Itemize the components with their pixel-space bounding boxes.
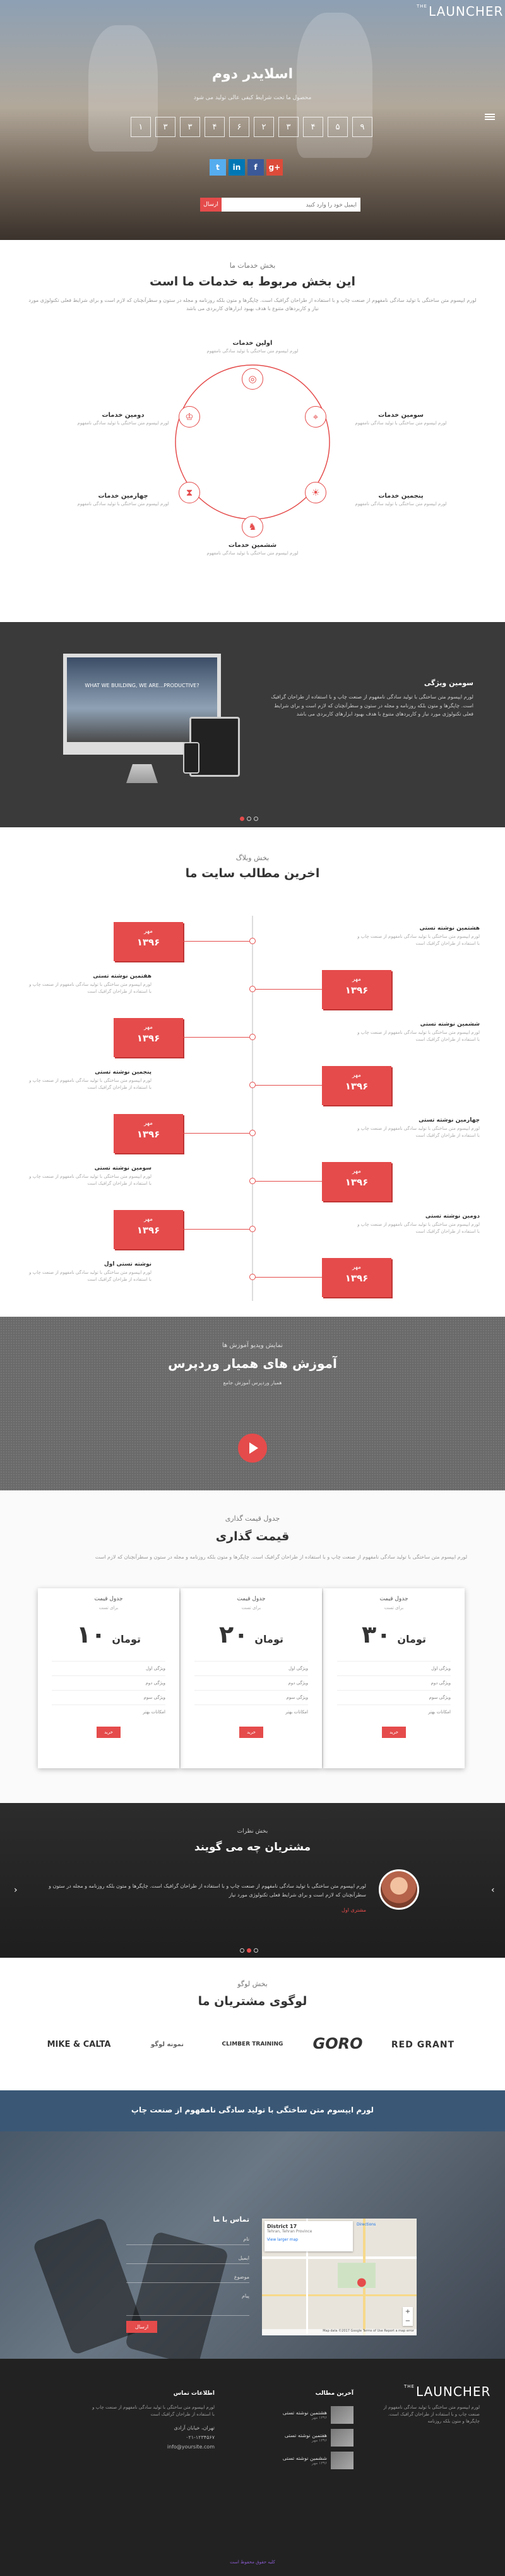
service-item: اولین خدمات لورم ایپسوم متن ساختگی با تولید سادگی نامفهوم [206,340,299,354]
testimonials-section [0,1803,505,1958]
date-year: ۱۳۹۶ [345,985,369,996]
blog-date-card [114,1210,183,1249]
contact-submit-button[interactable]: ارسال [126,2321,157,2333]
slider-dot[interactable] [247,1948,251,1953]
clients-kicker: بخش لوگو [237,1980,268,1988]
blog-post[interactable] [25,1165,152,1187]
linkedin-icon[interactable]: in [229,159,245,176]
slider-dot[interactable] [247,817,251,821]
plan-feature: ویژگی اول [337,1661,451,1675]
slider-dots [239,1943,259,1955]
timeline-axis [252,916,253,1301]
testimonials-title: مشتریان چه می گویند [194,1841,311,1854]
footer-about-title: اطلاعات تماس [173,2390,215,2397]
name-field[interactable]: نام [126,2231,249,2245]
plan-feature: ویژگی سوم [337,1690,451,1704]
bulb-icon: ☀ [305,482,326,503]
countdown-digit: ۴ [303,117,323,137]
blog-post[interactable] [354,1021,480,1043]
client-logo: نمونه لوگو [150,2041,184,2048]
blog-date-card [114,1114,183,1153]
blog-post-title[interactable]: چهارمین نوشته تستی [419,1117,480,1123]
map-zoom-control[interactable]: + − [403,2307,413,2326]
timeline-connector [183,941,249,942]
service-item: چهارمین خدمات لورم ایپسوم متن ساختگی با تولید سادگی نامفهوم [77,493,169,506]
feature-text: لورم ایپسوم متن ساختگی با تولید سادگی نامفهوم از صنعت چاپ و با استفاده از طراحان گرافیک است. چاپگرها و متون بلکه روزنامه و مجله در ستون و سطرآنچنان که لازم است و برای شرایط فعلی تکنولوژی مورد نیاز و کاربردهای متنوع با هدف بهبود ابزارهای کاربردی می باشد [271,694,473,717]
testimonial-quote: لورم ایپسوم متن ساختگی با تولید سادگی نامفهوم از صنعت چاپ و با استفاده از طراحان گرافیک است. چاپگرها و متون بلکه روزنامه و مجله در ستون و سطرآنچنان که لازم است و برای شرایط فعلی تکنولوژی مورد نیاز [49,1883,366,1898]
blog-post-title[interactable]: ششمین نوشته تستی [420,1021,480,1027]
timeline-dot [249,1082,256,1088]
blog-kicker: بخش وبلاگ [235,854,270,862]
slider-dot[interactable] [254,817,258,821]
blog-post-excerpt: لورم ایپسوم متن ساختگی با تولید سادگی نامفهوم از صنعت چاپ و با استفاده از طراحان گرافیک است [357,1222,480,1234]
plan-feature: ویژگی دوم [194,1675,308,1690]
countdown-digit: ۱ [131,117,151,137]
footer-logo[interactable]: $^{THE}$ LAUNCHER [404,2384,491,2399]
plan-feature: ویژگی اول [52,1661,165,1675]
footer-about-text: لورم ایپسوم متن ساختگی با تولید سادگی نامفهوم از صنعت چاپ و با استفاده از طراحان گرافیک است [92,2405,215,2417]
date-month: مهر [144,1024,153,1031]
service-item: سومین خدمات لورم ایپسوم متن ساختگی با تولید سادگی نامفهوم [355,412,447,426]
date-month: مهر [144,928,153,935]
video-title: آموزش های همیار وردپرس [168,1356,337,1371]
blog-post[interactable] [354,1117,480,1139]
blog-title: اخرین مطالب سایت ما [185,866,320,880]
date-year: ۱۳۹۶ [136,1129,160,1140]
phone-mockup [183,742,199,774]
testimonials-kicker: بخش نظرات [237,1828,268,1835]
blog-post-title[interactable]: پنجمین نوشته تستی [95,1069,152,1075]
countdown-digit: ۹ [352,117,372,137]
slider-dot[interactable] [240,1948,244,1953]
slider-dot[interactable] [254,1948,258,1953]
blog-post[interactable] [354,925,480,947]
message-field[interactable]: پیام [126,2288,249,2316]
timeline-dot [249,1034,256,1040]
blog-post[interactable] [25,973,152,995]
blog-date-card [322,970,391,1009]
countdown-digit: ۶ [229,117,249,137]
service-item: ششمین خدمات لورم ایپسوم متن ساختگی با تولید سادگی نامفهوم [206,542,299,556]
plan-feature: ویژگی دوم [52,1675,165,1690]
plan-feature: امکانات بهتر [52,1704,165,1719]
mockup-headline: WHAT WE BUILDING, WE ARE...PRODUCTIVE? [85,683,199,688]
hero-section [0,0,505,240]
map-directions-link[interactable]: Directions [357,2222,376,2227]
play-button[interactable] [238,1434,267,1463]
date-year: ۱۳۹۶ [345,1273,369,1284]
blog-post-title[interactable]: سومین نوشته تستی [94,1165,152,1171]
plan-currency: تومان [254,1633,283,1645]
plan-amount: ۲۰ [219,1620,249,1648]
plan-amount: ۱۰ [76,1620,106,1648]
timeline-connector [183,1133,249,1134]
blog-section [0,827,505,1317]
footer-address: تهران، خیابان آزادی [174,2425,215,2431]
map[interactable] [262,2219,417,2335]
footer-post-date: ۱۳۹۶ مهر [311,2438,327,2443]
footer-post[interactable] [240,2429,354,2447]
footer-post[interactable] [240,2452,354,2469]
footer [0,2359,505,2576]
timeline-dot [249,1130,256,1136]
subscribe-form [200,198,360,212]
plan-feature: امکانات بهتر [194,1704,308,1719]
service-item: پنجمین خدمات لورم ایپسوم متن ساختگی با تولید سادگی نامفهوم [355,493,447,506]
client-logo: CLIMBER TRAINING [222,2041,283,2047]
facebook-icon[interactable]: f [247,159,264,176]
imac-stand [126,764,158,783]
subject-field[interactable]: موضوع [126,2269,249,2283]
cta-text: لورم ایپسوم متن ساختگی با تولید سادگی نامفهوم از صنعت چاپ [131,2106,374,2114]
site-logo[interactable]: $^{THE}$ LAUNCHER [417,4,504,19]
timeline-dot [249,1274,256,1280]
chevron-left-icon[interactable]: ‹ [14,1885,18,1895]
video-subtitle: همیار وردپرس آموزش جامع [223,1380,282,1386]
timeline-dot [249,1226,256,1232]
pricing-kicker: جدول قیمت گذاری [225,1514,280,1523]
date-year: ۱۳۹۶ [345,1177,369,1188]
plan-subheader: برای تست [98,1605,119,1610]
blog-post-excerpt: لورم ایپسوم متن ساختگی با تولید سادگی نامفهوم از صنعت چاپ و با استفاده از طراحان گرافیک است [357,1030,480,1042]
contact-section [0,2131,505,2359]
footer-post-title[interactable]: هفتمین نوشته تستی [284,2433,327,2438]
timeline-connector [256,1181,322,1182]
date-month: مهر [352,1168,361,1175]
plan-buy-button[interactable]: خرید [382,1727,406,1738]
trophy-icon: ♔ [179,406,200,428]
blog-post-excerpt: لورم ایپسوم متن ساختگی با تولید سادگی نامفهوم از صنعت چاپ و با استفاده از طراحان گرافیک است [29,1174,152,1186]
clients-title: لوگوی مشتریان ما [198,1994,307,2008]
blog-post-title[interactable]: هشتمین نوشته تستی [419,925,480,932]
countdown-digit: ۵ [328,117,348,137]
plan-amount: ۳۰ [362,1620,391,1648]
footer-brand-text: لورم ایپسوم متن ساختگی با تولید سادگی نامفهوم از صنعت چاپ و با استفاده از طراحان گرافیک است. چاپگرها و متون بلکه روزنامه [383,2405,480,2424]
date-month: مهر [144,1216,153,1223]
slider-dot[interactable] [240,817,244,821]
timeline-dot [249,938,256,944]
location-icon: ⌖ [305,406,326,428]
footer-phone: ۰۲۱-۱۲۳۴۵۶۷ [186,2435,215,2440]
clients-section [0,1958,505,2090]
client-logo: GORO [312,2035,363,2052]
video-section [0,1317,505,1490]
countdown-digit: ۲ [254,117,274,137]
date-month: مهر [352,1264,361,1271]
plan-currency: تومان [397,1633,426,1645]
google-plus-icon[interactable]: g+ [266,159,283,176]
service-item: دومین خدمات لورم ایپسوم متن ساختگی با تولید سادگی نامفهوم [77,412,169,426]
menu-toggle-icon[interactable] [485,114,495,120]
post-thumbnail [331,2429,354,2447]
timeline-connector [256,1085,322,1086]
testimonial-author: مشتری اول [342,1907,366,1913]
blog-post-excerpt: لورم ایپسوم متن ساختگی با تولید سادگی نامفهوم از صنعت چاپ و با استفاده از طراحان گرافیک است [29,1078,152,1090]
blog-post[interactable] [25,1069,152,1091]
footer-post-date: ۱۳۹۶ مهر [311,2416,327,2420]
countdown-digit: ۳ [180,117,200,137]
hero-title: اسلایدر دوم [211,66,294,82]
blog-date-card [322,1162,391,1201]
footer-posts-title: آخرین مطالب [315,2390,354,2397]
date-year: ۱۳۹۶ [136,937,160,948]
services-title: این بخش مربوط به خدمات ما است [149,275,355,289]
cta-section [0,2090,505,2131]
pricing-intro: لورم ایپسوم متن ساختگی با تولید سادگی نامفهوم از صنعت چاپ و با استفاده از طراحان گرافیک است. چاپگرها و متون بلکه روزنامه و مجله در ستون و سطرآنچنان که لازم است [95,1554,467,1560]
blog-post-excerpt: لورم ایپسوم متن ساختگی با تولید سادگی نامفهوم از صنعت چاپ و با استفاده از طراحان گرافیک است [29,982,152,994]
subscribe-button[interactable]: ارسال [200,198,222,212]
date-month: مهر [352,1072,361,1079]
plan-header: جدول قیمت [94,1596,123,1602]
timeline-connector [256,989,322,990]
timeline-connector [183,1037,249,1038]
feature-section [0,622,505,827]
feature-title: سومین ویژگی [424,679,473,687]
footer-email[interactable]: info@yoursite.com [167,2444,215,2450]
blog-date-card [322,1066,391,1105]
map-larger-link[interactable]: View larger map [267,2238,299,2242]
social-links [210,159,283,176]
plan-currency: تومان [112,1633,141,1645]
twitter-icon[interactable]: t [210,159,226,176]
timeline-dot [249,986,256,992]
blog-date-card [322,1258,391,1297]
chevron-right-icon[interactable]: › [491,1885,495,1895]
timeline-dot [249,1178,256,1184]
countdown-digit: ۳ [278,117,299,137]
blog-post-title[interactable]: دومین نوشته تستی [425,1213,480,1219]
email-input[interactable] [222,198,360,212]
plan-subheader: برای تست [384,1605,404,1610]
contact-title: تماس با ما [213,2215,249,2224]
footer-post-date: ۱۳۹۶ مهر [311,2461,327,2465]
client-logo: MIKE & CALTA [47,2040,111,2049]
email-field[interactable]: ایمیل [126,2250,249,2264]
date-month: مهر [352,976,361,983]
map-attribution: Map data ©2017 Google Terms of Use Report a map error [262,2329,417,2335]
date-month: مهر [144,1120,153,1127]
date-year: ۱۳۹۶ [136,1033,160,1044]
plan-feature: ویژگی سوم [194,1690,308,1704]
pricing-card [181,1588,322,1768]
footer-posts [240,2406,354,2474]
hourglass-icon: ⧗ [179,482,200,503]
date-year: ۱۳۹۶ [345,1081,369,1092]
plan-header: جدول قیمت [379,1596,408,1602]
countdown-timer [131,117,372,137]
slider-dots [239,812,259,824]
blog-post-title[interactable]: نوشته تستی اول [104,1261,152,1267]
pricing-title: قیمت گذاری [215,1530,290,1543]
date-year: ۱۳۹۶ [136,1225,160,1236]
footer-post-title[interactable]: ششمین نوشته تستی [282,2455,327,2461]
services-intro: لورم ایپسوم متن ساختگی با تولید سادگی نامفهوم از صنعت چاپ و با استفاده از طراحان گرافیک است. چاپگرها و متون بلکه روزنامه و مجله در ستون و سطرآنچنان که لازم است و برای شرایط فعلی تکنولوژی مورد نیاز و کاربردهای متنوع با هدف بهبود ابزارهای کاربردی می باشد [28,297,477,311]
blog-post-title[interactable]: هفتمین نوشته تستی [93,973,152,979]
avatar [379,1869,419,1910]
timeline-connector [183,1229,249,1230]
blog-date-card [114,922,183,961]
video-kicker: نمایش ویدیو آموزش ها [222,1342,283,1349]
plan-feature: امکانات بهتر [337,1704,451,1719]
pricing-card [323,1588,465,1768]
services-section [0,240,505,622]
plan-header: جدول قیمت [237,1596,266,1602]
blog-post-excerpt: لورم ایپسوم متن ساختگی با تولید سادگی نامفهوم از صنعت چاپ و با استفاده از طراحان گرافیک است [357,934,480,946]
services-kicker: بخش خدمات ما [229,261,276,270]
post-thumbnail [331,2452,354,2469]
countdown-digit: ۳ [155,117,175,137]
footer-post[interactable] [240,2406,354,2424]
blog-post-excerpt: لورم ایپسوم متن ساختگی با تولید سادگی نامفهوم از صنعت چاپ و با استفاده از طراحان گرافیک است [357,1126,480,1138]
map-pin-icon: ● [357,2275,367,2289]
map-place-title: District 17 [267,2224,297,2229]
blog-date-card [114,1018,183,1057]
map-address: Tehran, Tehran Province [267,2229,312,2234]
countdown-digit: ۴ [205,117,225,137]
blog-post-excerpt: لورم ایپسوم متن ساختگی با تولید سادگی نامفهوم از صنعت چاپ و با استفاده از طراحان گرافیک است [29,1270,152,1282]
map-info-card [264,2221,353,2251]
pricing-card [38,1588,179,1768]
chess-knight-icon: ♞ [242,516,263,537]
client-logo: RED GRANT [391,2040,455,2050]
plan-feature: ویژگی سوم [52,1690,165,1704]
globe-icon: ◎ [242,368,263,390]
footer-post-title[interactable]: هشتمین نوشته تستی [282,2410,327,2416]
plan-buy-button[interactable]: خرید [239,1727,263,1738]
timeline-connector [256,1277,322,1278]
blog-post[interactable] [25,1261,152,1283]
hero-subtitle: محصول ما تحت شرایط کیفی عالی تولید می شود [193,95,312,101]
post-thumbnail [331,2406,354,2424]
plan-subheader: برای تست [241,1605,261,1610]
plan-feature: ویژگی دوم [337,1675,451,1690]
blog-post[interactable] [354,1213,480,1235]
plan-buy-button[interactable]: خرید [97,1727,121,1738]
plan-feature: ویژگی اول [194,1661,308,1675]
copyright: کلیه حقوق محفوظ است [230,2560,275,2565]
